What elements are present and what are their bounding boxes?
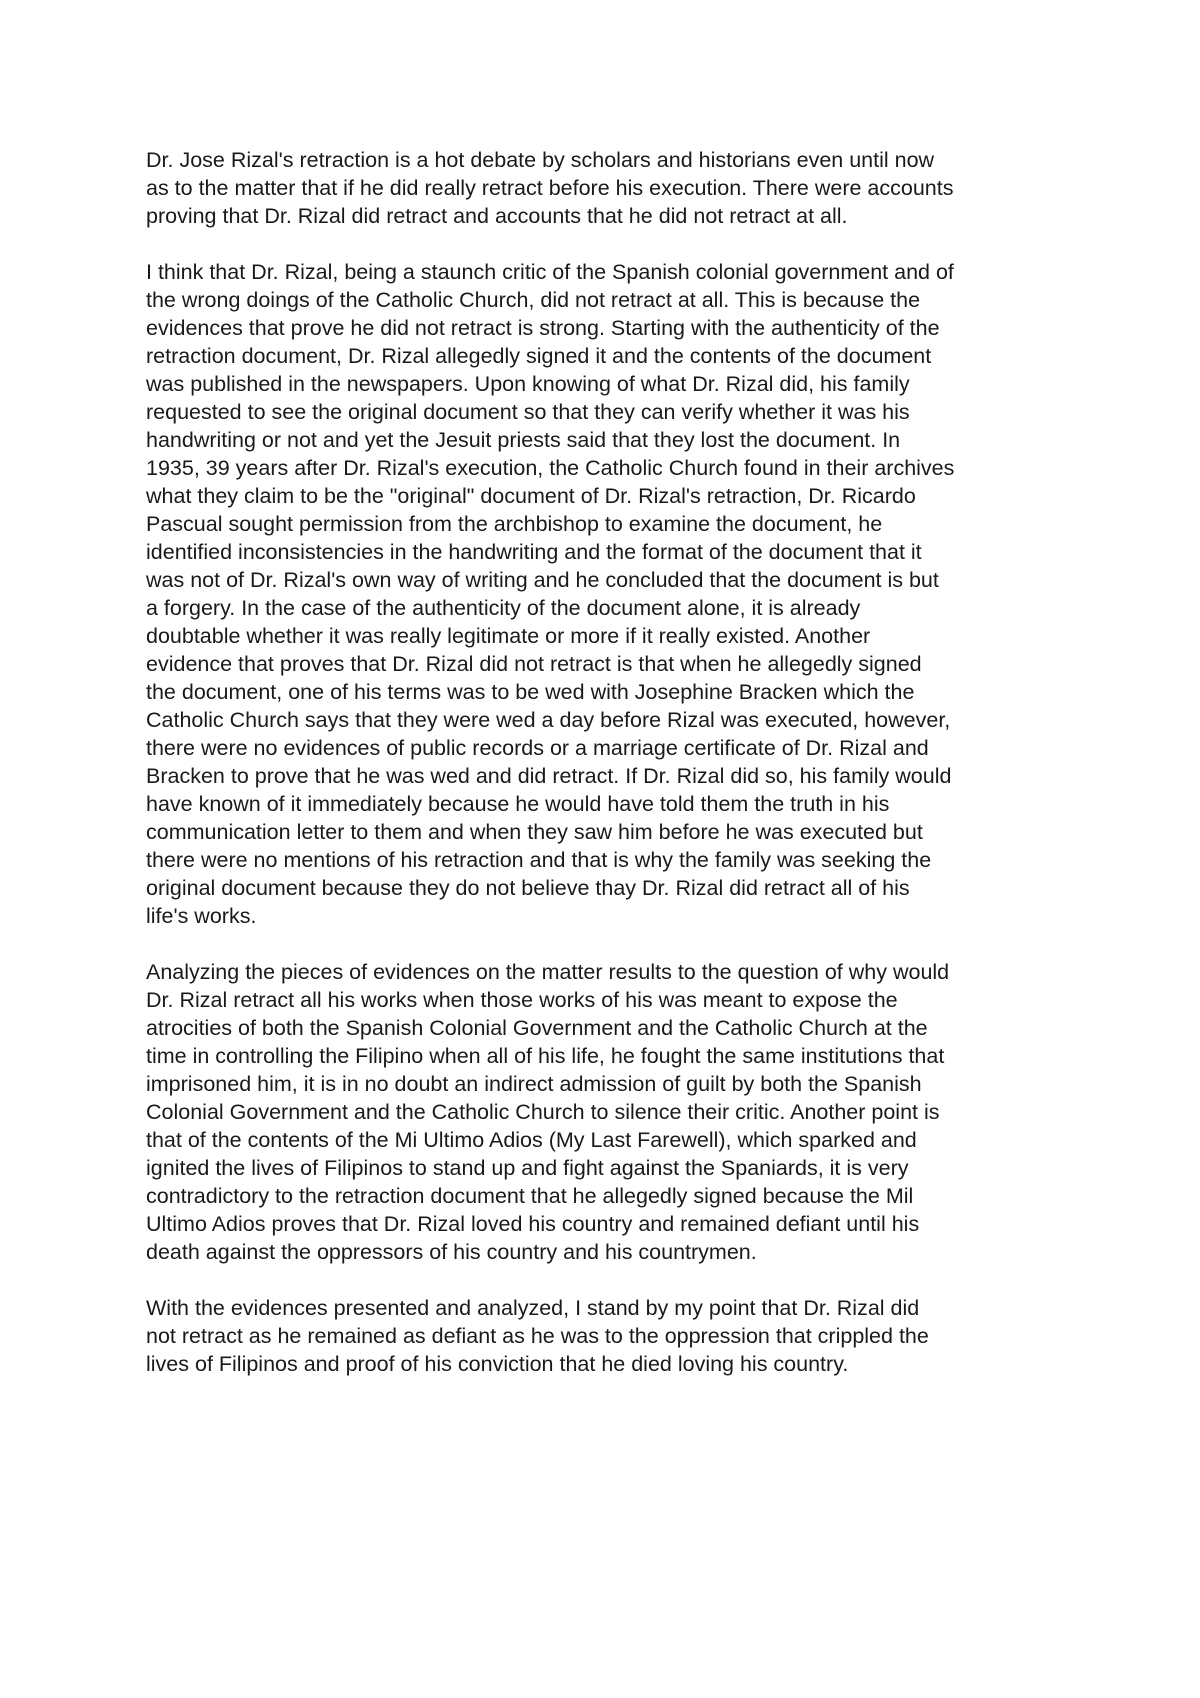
- paragraph-conclusion: With the evidences presented and analyzed, I stand by my point that Dr. Rizal did not retract as he remained as defiant as he was to the oppression that crippled the lives of Filipinos and proof of his conviction that he died loving his country.: [146, 1296, 929, 1376]
- paragraph-intro: Dr. Jose Rizal's retraction is a hot debate by scholars and historians even until now as to the matter that if he did really retract before his execution. There were accounts proving that Dr. Rizal did retract and accounts that he did not retract at all.: [146, 148, 954, 228]
- paragraph-analysis: Analyzing the pieces of evidences on the matter results to the question of why would Dr. Rizal retract all his works when those works of his was meant to expose the atrocities of both the Spanish Colonial Government and the Catholic Church at the time in controlling the Filipino when all of his life, he fought the same institutions that imprisoned him, it is in no doubt an indirect admission of guilt by both the Spanish Colonial Government and the Catholic Church to silence their critic. Another point is that of the contents of the Mi Ultimo Adios (My Last Farewell), which sparked and ignited the lives of Filipinos to stand up and fight against the Spaniards, it is very contradictory to the retraction document that he allegedly signed because the Mil Ultimo Adios proves that Dr. Rizal loved his country and remained defiant until his death against the oppressors of his country and his countrymen.: [146, 960, 950, 1264]
- paragraph-argument: I think that Dr. Rizal, being a staunch critic of the Spanish colonial government and of the wrong doings of the Catholic Church, did not retract at all. This is because the evidences that prove he did not retract is strong. Starting with the authenticity of the retraction document, Dr. Rizal allegedly signed it and the contents of the document was published in the newspapers. Upon knowing of what Dr. Rizal did, his family requested to see the original document so that they can verify whether it was his handwriting or not and yet the Jesuit priests said that they lost the document. In 1935, 39 years after Dr. Rizal's execution, the Catholic Church found in their archives what they claim to be the "original" document of Dr. Rizal's retraction, Dr. Ricardo Pascual sought permission from the archbishop to examine the document, he identified inconsistencies in the handwriting and the format of the document that it was not of Dr. Rizal's own way of writing and he concluded that the document is but a forgery. In the case of the authenticity of the document alone, it is already doubtable whether it was really legitimate or more if it really existed. Another evidence that proves that Dr. Rizal did not retract is that when he allegedly signed the document, one of his terms was to be wed with Josephine Bracken which the Catholic Church says that they were wed a day before Rizal was executed, however, there were no evidences of public records or a marriage certificate of Dr. Rizal and Bracken to prove that he was wed and did retract. If Dr. Rizal did so, his family would have known of it immediately because he would have told them the truth in his communication letter to them and when they saw him before he was executed but there were no mentions of his retraction and that is why the family was seeking the original document because they do not believe thay Dr. Rizal did retract all of his life's works.: [146, 260, 955, 928]
- document-body: [146, 146, 1068, 1406]
